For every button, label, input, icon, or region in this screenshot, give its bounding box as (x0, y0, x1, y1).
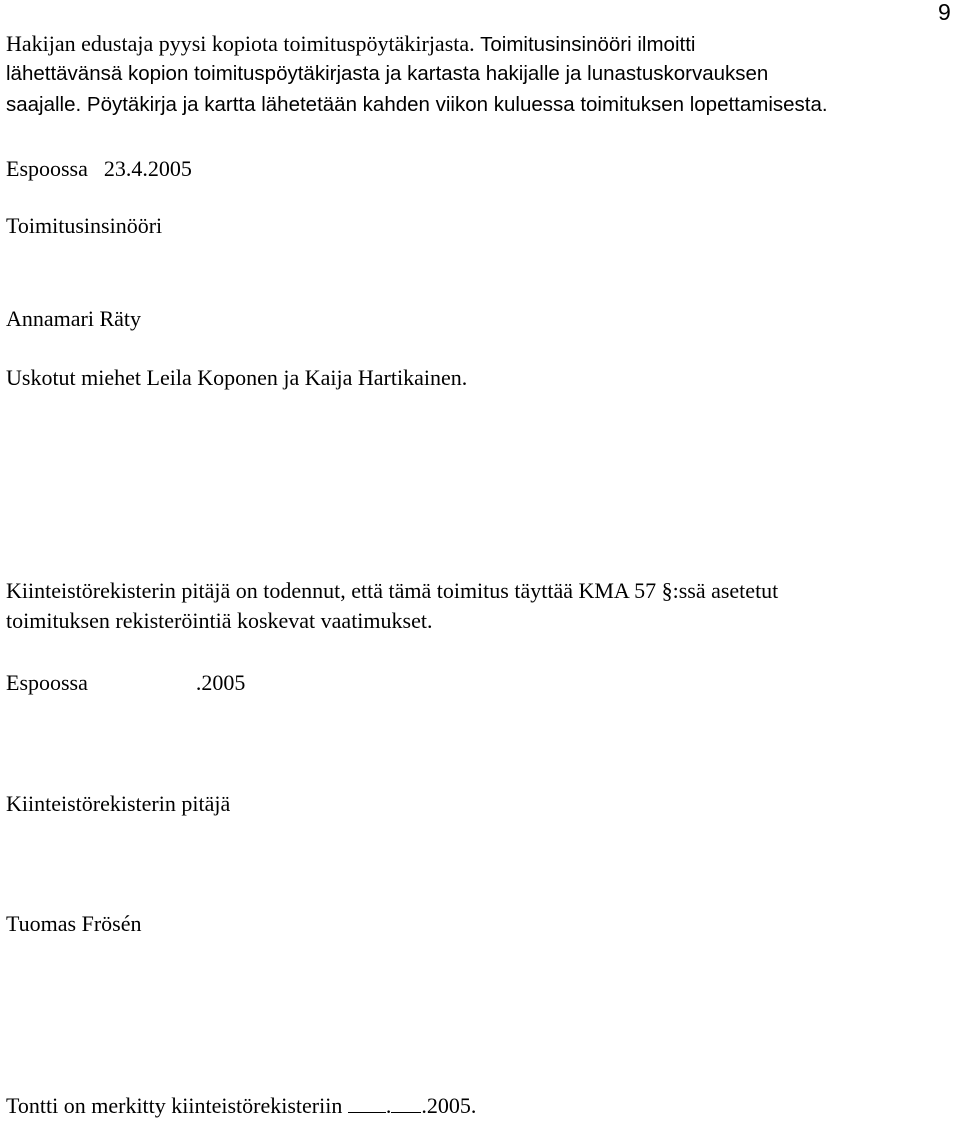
registration-statement-line-2: toimituksen rekisteröintiä koskevat vaatimukset. (6, 608, 433, 633)
signer-title-2: Kiinteistörekisterin pitäjä (6, 791, 231, 816)
signer-title-1: Toimitusinsinööri (6, 213, 163, 238)
signature-place-date-1 (6, 155, 192, 183)
signature-place-date-2 (6, 669, 245, 697)
month-blank (391, 1092, 421, 1113)
paragraph-copy-line-1 (6, 30, 695, 59)
registration-statement-line-1: Kiinteistörekisterin pitäjä on todennut, että tämä toimitus täyttää KMA 57 §:ssä asetetut (6, 578, 779, 603)
paragraph-copy-line-2: lähettävänsä kopion toimituspöytäkirjasta ja kartasta hakijalle ja lunastuskorvauksen (6, 62, 769, 85)
signer-name-1: Annamari Räty (6, 306, 142, 331)
date-value: .2005 (195, 670, 246, 695)
day-blank (348, 1092, 386, 1113)
page-number: 9 (938, 0, 951, 25)
register-note-prefix: Tontti on merkitty kiinteistörekisteriin (6, 1093, 343, 1118)
paragraph-copy-line-3: saajalle. Pöytäkirja ja kartta lähetetään kahden viikon kuluessa toimituksen lopettamisesta. (6, 93, 828, 116)
place-label: Espoossa (6, 670, 88, 695)
place-label: Espoossa (6, 156, 88, 181)
date-value: 23.4.2005 (103, 156, 192, 181)
paragraph-copy-line-1b: Toimitusinsinööri ilmoitti (480, 33, 696, 56)
signer-name-2: Tuomas Frösén (6, 911, 142, 936)
register-note-dot: . (385, 1093, 392, 1118)
register-note (6, 1092, 476, 1120)
trustees-line: Uskotut miehet Leila Koponen ja Kaija Hartikainen. (6, 365, 468, 390)
paragraph-copy-line-1a: Hakijan edustaja pyysi kopiota toimituspöytäkirjasta. (6, 31, 481, 56)
register-note-suffix: .2005. (421, 1093, 477, 1118)
